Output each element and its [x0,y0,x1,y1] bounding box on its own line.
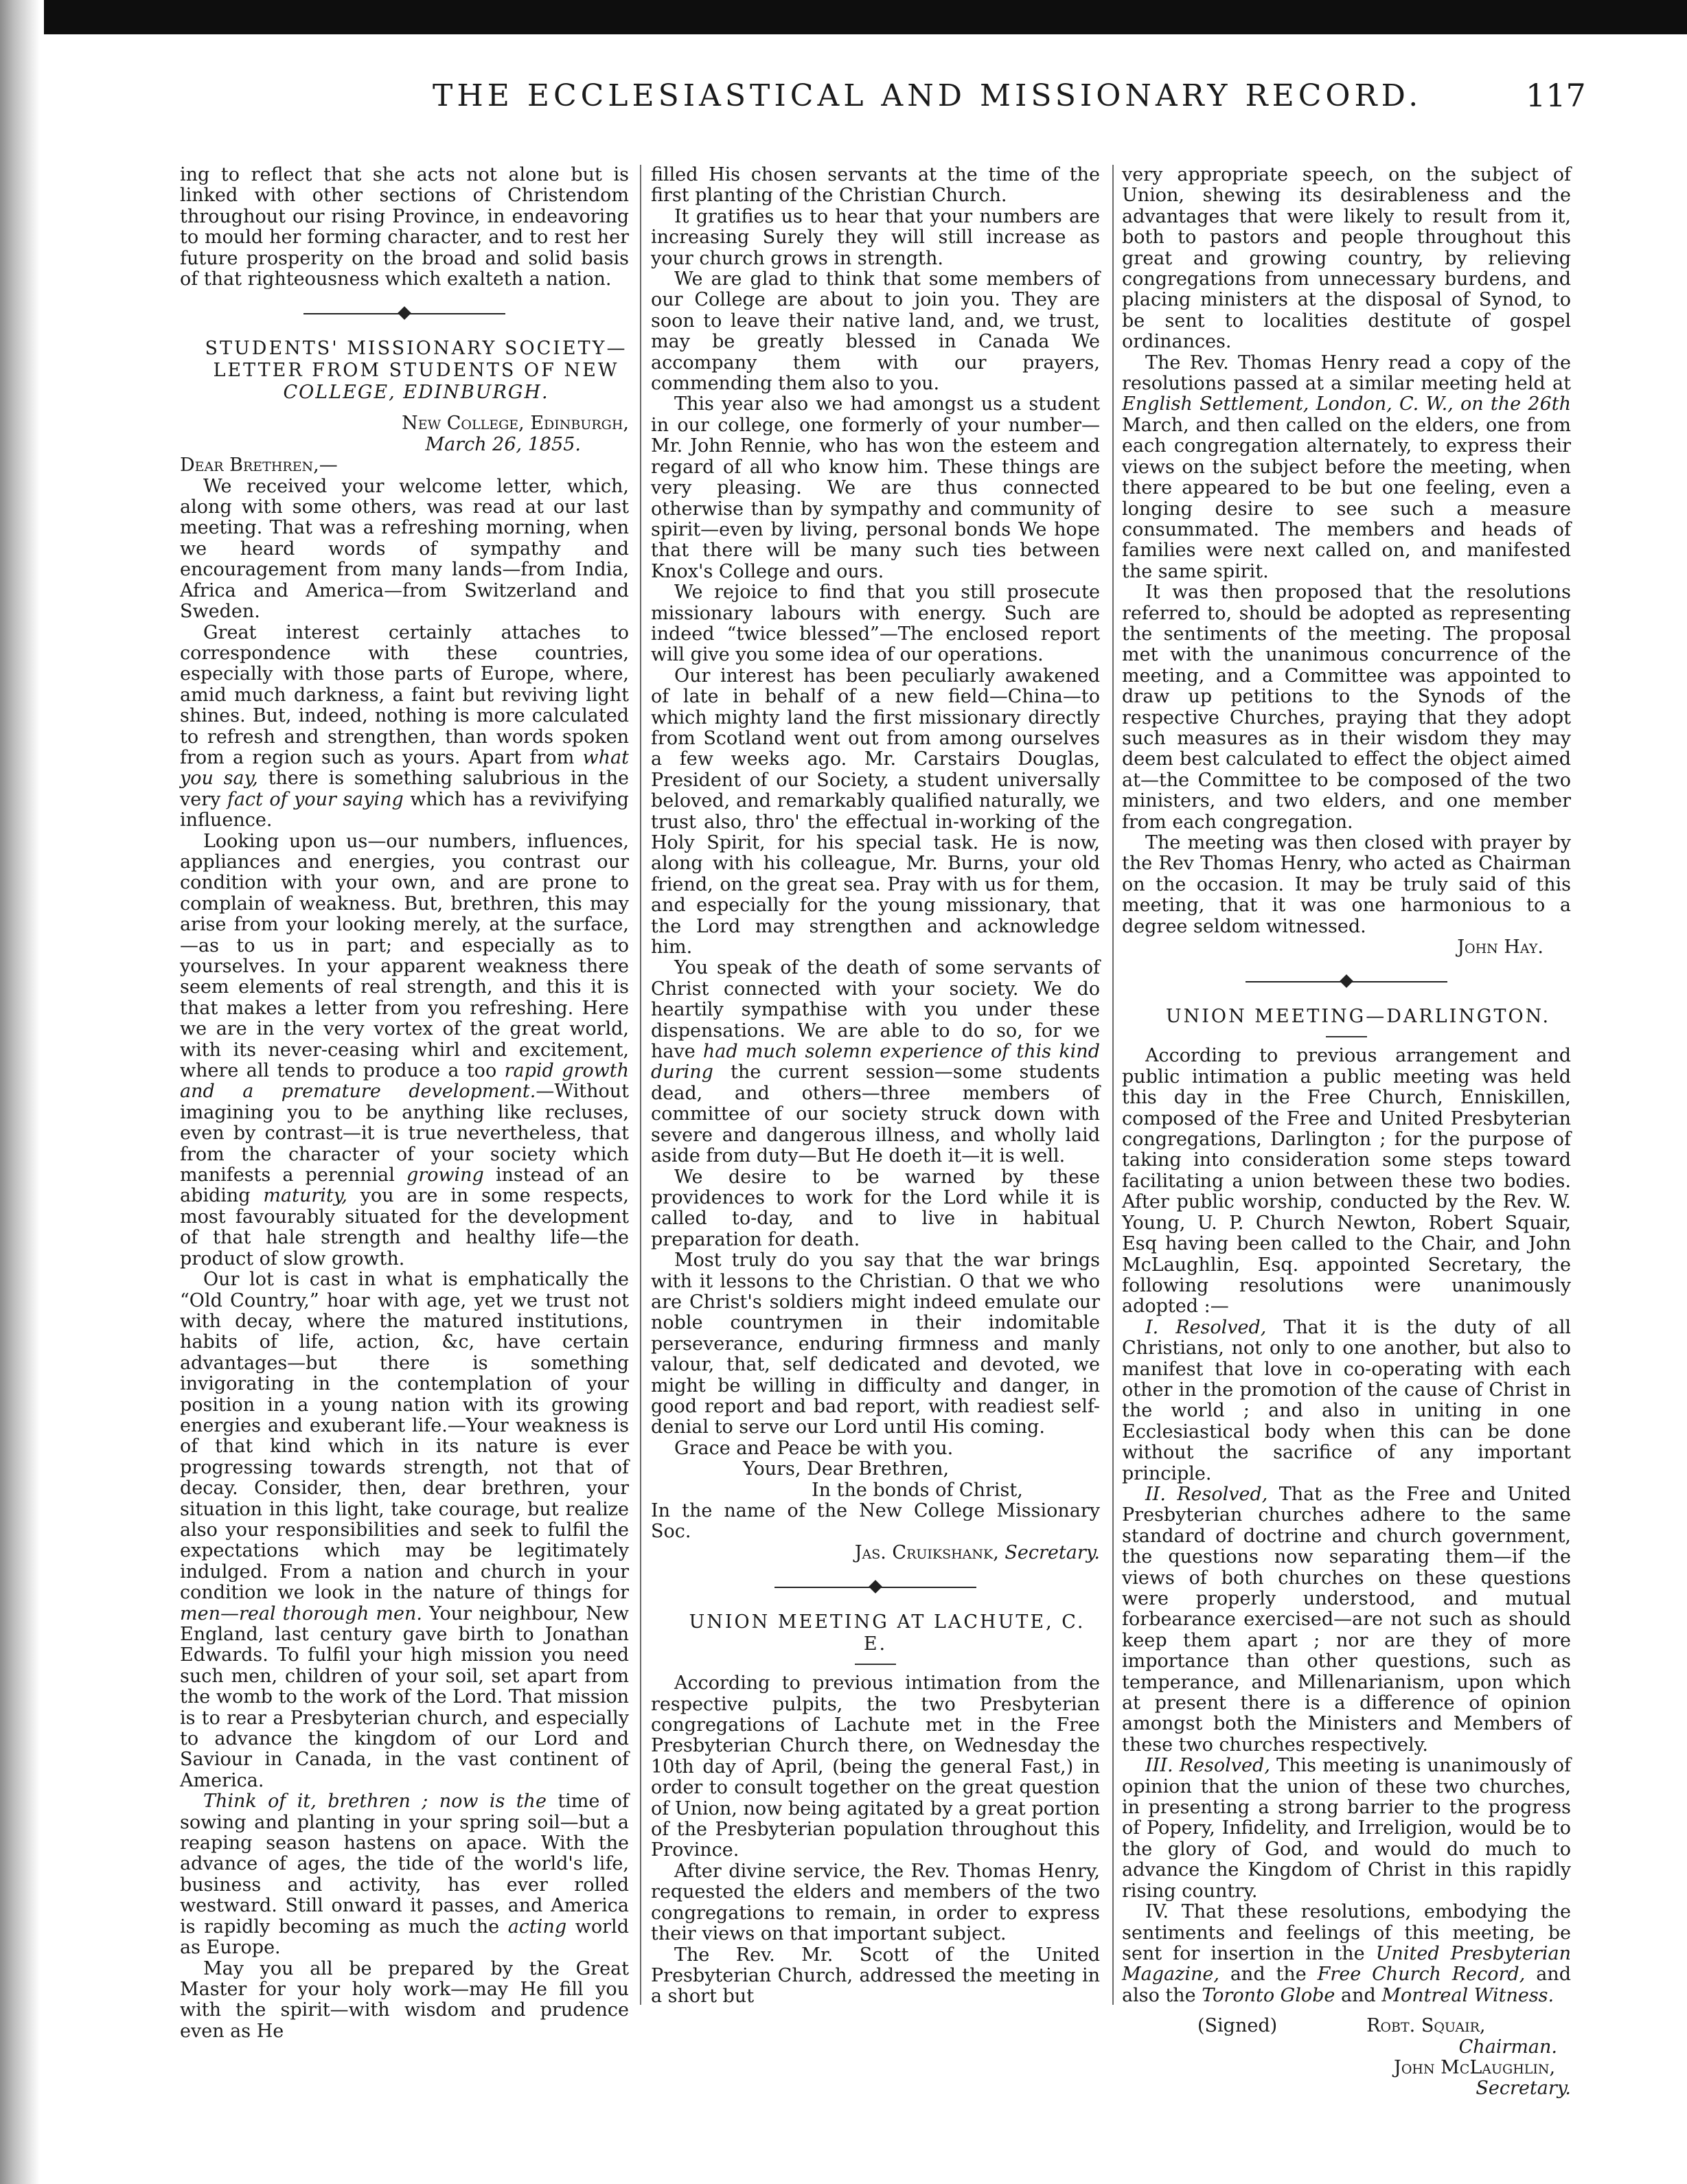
paragraph: The meeting was then closed with prayer by the Rev Thomas Henry, who acted as Chairman on the occasion. It may be truly said of this meeting, that it was one harmonious to a degree seldom witnessed. [1122,832,1571,937]
paragraph: According to previous arrangement and public intimation a public meeting was held this day in the Free Church, Enniskillen, composed of the Free and United Presbyterian congregations, Darlington ; for the purpose of taking into consideration some steps toward facilitating a union between these two bodies. After public worship, conducted by the Rev. W. Young, U. P. Church Newton, Robert Squair, Esq having been called to the Chair, and John McLaughlin, Esq. appointed Secretary, the following resolutions were unanimously adopted :— [1122,1045,1571,1318]
resolution: III. Resolved, This meeting is unanimously of opinion that the union of these two churches, in presenting a strong barrier to the progress of Popery, Infidelity, and Irreligion, would be to the glory of God, and would do much to advance the Kingdom of Christ in this rapidly rising country. [1122,1755,1571,1902]
closing-line: Grace and Peace be with you. [674,1437,954,1459]
section-ornament [651,1577,1100,1598]
article-title: STUDENTS' MISSIONARY SOCIETY— [205,338,628,360]
valediction: In the bonds of Christ, [812,1479,1023,1501]
paragraph: very appropriate speech, on the subject of Union, shewing its desirableness and the advantages that were likely to result from it, both to pastors and people throughout this great and growing country, by relieving congregations from unnecessary burdens, and placing ministers at the disposal of Synod, to be sent to localities destitute of gospel ordinances. [1122,164,1571,353]
paragraph: Looking upon us—our numbers, influences, appliances and energies, you contrast our condition with your own, and are prone to complain of weakness. But, brethren, this may arise from your looking merely, at the surface,—as to us in part; and especially as to yourselves. In your apparent weakness there seem elements of real strength, and this it is that makes a letter from you refreshing. Here we are in the very vortex of the great world, with its never-ceasing whirl and excitement, where all tends to produce a too rapid growth and a premature development.—Without imagining you to be anything like recluses, even by contrast—it is true nevertheless, that from the character of your society which manifests a perennial growing instead of an abiding maturity, you are in some respects, most favourably situated for the development of that hale strength and healthy life—the product of slow growth. [180,830,629,1269]
paragraph: It gratifies us to hear that your numbers are increasing Surely they will still increase as your church grows in strength. [651,205,1100,269]
dateline-place: New College, Edinburgh, [402,413,629,435]
section-ornament [1122,972,1571,992]
paragraph: We received your welcome letter, which, along with some others, was read at our last meeting. That was a refreshing morning, when we heard words of sympathy and encouragement from many lands—from India, Africa and America—from Switzerland and Sweden. [180,475,629,623]
page-number: 117 [1526,77,1586,114]
column-3 [1122,165,1571,2100]
short-rule [1326,1036,1367,1037]
section-ornament [180,303,629,324]
paragraph: ing to reflect that she acts not alone but is linked with other sections of Christendom throughout our rising Province, in endeavoring to mould her forming character, and to rest her future prosperity on the broad and solid basis of that righteousness which exalteth a nation. [180,164,629,290]
paragraph: The Rev. Mr. Scott of the United Presbyterian Church, addressed the meeting in a short but [651,1944,1100,2008]
paragraph: filled His chosen servants at the time of the first planting of the Christian Church. [651,164,1100,207]
short-rule [855,1664,896,1665]
paragraph: Our interest has been peculiarly awakened of late in behalf of a new field—China—to which mighty land the first missionary directly from Scotland went out from among ourselves a few weeks ago. Mr. Carstairs Douglas, President of our Society, a student universally beloved, and remarkably qualified naturally, we trust also, thro' the effectual in-working of the Holy Spirit, for his special task. He is now, along with his colleague, Mr. Burns, your old friend, on the great sea. Pray with us for them, and especially for the young missionary, that the Lord may strengthen and acknowledge him. [651,665,1100,958]
paragraph: The Rev. Thomas Henry read a copy of the resolutions passed at a similar meeting held at English Settlement, London, C. W., on the 26th March, and then called on the elders, one from each congregation alternately, to express their views on the subject before the meeting, when there appeared to be but one feeling, even a longing desire to see such a measure consummated. The members and heads of families were next called on, and manifested the same spirit. [1122,352,1571,582]
paragraph: May you all be prepared by the Great Master for your holy work—may He fill you with the spirit—with wisdom and prudence even as He [180,1957,629,2042]
salutation: Dear Brethren,— [180,455,338,476]
page-edge-shadow [0,0,40,2184]
paragraph: According to previous intimation from the respective pulpits, the two Presbyterian congregations of Lachute met in the Free Presbyterian Church there, on Wednesday the 10th day of April, (being the general Fast,) in order to consult together on the great question of Union, now being agitated by a great portion of the Presbyterian population throughout this Province. [651,1673,1100,1861]
resolution: IV. That these resolutions, embodying the sentiments and feelings of this meeting, be sent for insertion in the United Presbyterian Magazine, and the Free Church Record, and also the Toronto Globe and Montreal Witness. [1122,1901,1571,2006]
paragraph: It was then proposed that the resolutions referred to, should be adopted as representing the sentiments of the meeting. The proposal met with the unanimous concurrence of the meeting, and a Committee was appointed to draw up petitions to the Synods of the respective Churches, praying that they adopt such measures as in their wisdom they may deem best calculated to effect the object aimed at—the Committee to be composed of the two ministers, and two elders, and one member from each congregation. [1122,582,1571,833]
signature-block: (Signed) Robt. Squair, [1197,2015,1486,2037]
valediction: Yours, Dear Brethren, [743,1458,950,1480]
signature-title: Chairman. [1458,2036,1557,2058]
paragraph: We desire to be warned by these providences to work for the Lord while it is called to-day, and to live in habitual preparation for death. [651,1166,1100,1250]
signature-title: Secretary. [1476,2078,1571,2100]
signature-name: John McLaughlin, [1394,2056,1556,2078]
signature: Jas. Cruikshank, Secretary. [854,1541,1100,1563]
article-title: COLLEGE, EDINBURGH. [283,382,549,404]
dateline-date: March 26, 1855. [425,433,581,455]
column-1 [180,165,629,2042]
column-divider-left [640,165,641,2005]
running-title: THE ECCLESIASTICAL AND MISSIONARY RECORD. [433,78,1423,113]
column-2 [651,165,1100,2008]
column-divider-right [1112,165,1114,2005]
article-title: UNION MEETING—DARLINGTON. [1165,1006,1551,1028]
valediction: In the name of the New College Missionary Soc. [651,1500,1100,1543]
signature: John Hay. [1457,936,1543,958]
article-title: LETTER FROM STUDENTS OF NEW [213,360,619,382]
paragraph: Think of it, brethren ; now is the time of sowing and planting in your spring soil—but a reaping season hastens on apace. With the advance of ages, the tide of the world's life, business and activity, has ever rolled westward. Still onward it passes, and America is rapidly becoming as much the acting world as Europe. [180,1791,629,1959]
paragraph: Great interest certainly attaches to correspondence with these countries, especially with those parts of Europe, where, amid much darkness, a faint but reviving light shines. But, indeed, nothing is more calculated to refresh and strengthen, than words spoken from a region such as yours. Apart from what you say, there is something salubrious in the very fact of your saying which has a revivifying influence. [180,621,629,831]
resolution: II. Resolved, That as the Free and United Presbyterian churches adhere to the same standard of doctrine and church government, the questions now separating them—if the views of both churches on these questions were properly understood, and mutual forbearance exercised—are not such as should keep them apart ; nor are they of more importance than other questions, such as temperance, and Millenarianism, upon which at present there is a difference of opinion amongst both the Ministers and Members of these two churches respectively. [1122,1483,1571,1756]
paragraph: You speak of the death of some servants of Christ connected with your society. We do heartily sympathise with you under these dispensations. We are able to do so, for we have had much solemn experience of this kind during the current session—some students dead, and others—three members of committee of our society struck down with severe and dangerous illness, and wholly laid aside from duty—But He doeth it—it is well. [651,957,1100,1167]
paragraph: We are glad to think that some members of our College are about to join you. They are soon to leave their native land, and, we trust, may be greatly blessed in Canada We accompany them with our prayers, commending them also to you. [651,268,1100,395]
paragraph: We rejoice to find that you still prosecute missionary labours with energy. Such are indeed “twice blessed”—The enclosed report will give you some idea of our operations. [651,582,1100,666]
resolution: I. Resolved, That it is the duty of all Christians, not only to one another, but also to manifest that love in co-operating with each other in the promotion of the cause of Christ in the world ; and also in uniting in one Ecclesiastical body when this can be done without the sacrifice of any important principle. [1122,1316,1571,1484]
paragraph: This year also we had amongst us a student in our college, one formerly of your number—Mr. John Rennie, who has won the esteem and regard of all who know him. These things are very pleasing. We are thus connected otherwise than by sympathy and community of spirit—even by living, personal bonds We hope that there will be many such ties between Knox's College and ours. [651,393,1100,582]
article-title: UNION MEETING AT LACHUTE, C. E. [689,1611,1086,1655]
paragraph: Most truly do you say that the war brings with it lessons to the Christian. O that we who are Christ's soldiers might indeed emulate our noble countrymen in their indomitable perseverance, enduring firmness and manly valour, that, self dedicated and devoted, we might be willing in difficulty and danger, in good report and bad report, with readiest self-denial to serve our Lord until His coming. [651,1250,1100,1438]
top-black-band [44,0,1687,34]
paragraph: Our lot is cast in what is emphatically the “Old Country,” hoar with age, yet we trust not with decay, where the matured institutions, habits of life, action, &c, have certain advantages—but there is something invigorating in the contemplation of your position in a young nation with its growing energies and exuberant life.—Your weakness is of that kind which in its nature is ever progressing towards strength, not that of decay. Consider, then, dear brethren, your situation in this light, take courage, but realize also your responsibilities and seek to fulfil the expectations which may be legitimately indulged. From a nation and church in your condition we look in the nature of things for men—real thorough men. Your neighbour, New England, last century gave birth to Jonathan Edwards. To fulfil your high mission you need such men, children of your soil, set apart from the womb to the work of the Lord. That mission is to rear a Presbyterian church, and especially to advance the kingdom of our Lord and Saviour in Canada, in the vast continent of America. [180,1269,629,1791]
paragraph: After divine service, the Rev. Thomas Henry, requested the elders and members of the two congregations to remain, in order to express their views on that important subject. [651,1860,1100,1945]
